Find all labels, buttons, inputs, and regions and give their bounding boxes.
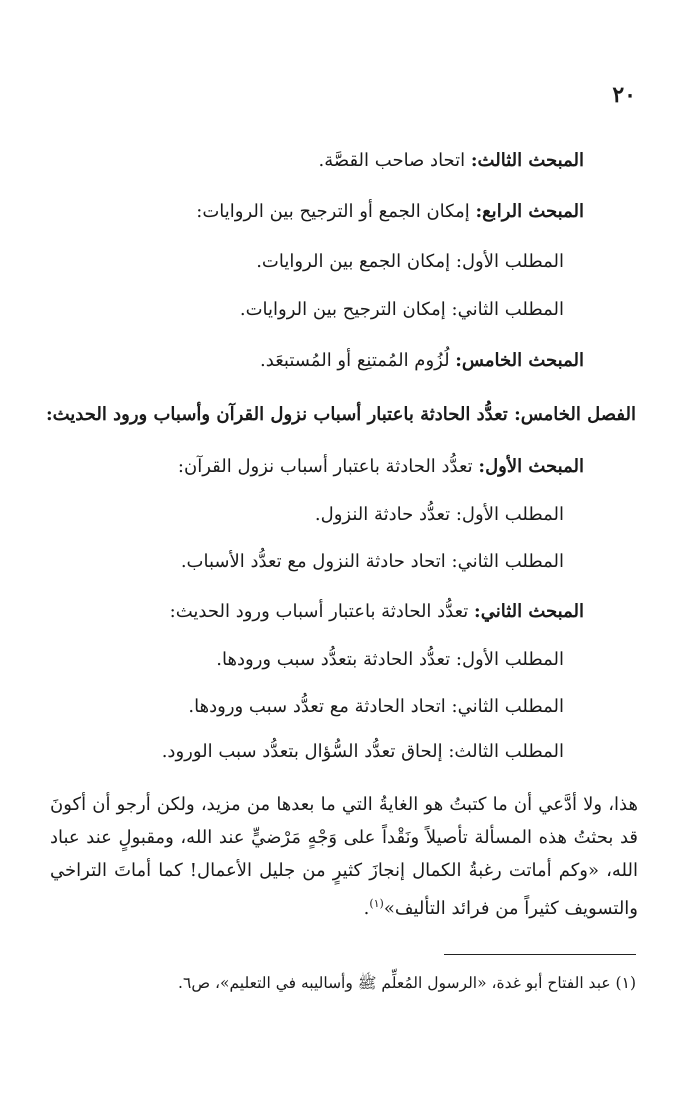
body-paragraph: هذا، ولا أدَّعي أن ما كتبتُ هو الغايةُ التي ما بعدها من مزيد، ولكن أرجو أن أكونَ قد بحثتُ هذه المسألة تأصيلاً ونَقْداً على وَجْهٍ مَرْضيٍّ عند الله، ومقبولٍ عند عباد الله، «وكم أماتت رغبةُ الكمال إنجازَ كثيرٍ من جليل الأعمال! كما أماتَ التراخي والتسويف كثيراً من فرائد التأليف»$^{(١)}$. [50,794,638,919]
chapter-heading: الفصل الخامس: تعدُّد الحادثة باعتبار أسباب نزول القرآن وأسباب ورود الحديث: [45,404,636,425]
outline-line: المطلب الثالث: إلحاق تعدُّد السُّؤال بتعدُّد سبب الورود. [161,741,564,762]
footnote-separator [444,954,636,955]
page-number: ٢٠ [612,82,636,108]
outline-line: المبحث الثالث: اتحاد صاحب القصَّة. [318,150,584,171]
outline-line: المبحث الرابع: إمكان الجمع أو الترجيح بين الروايات: [196,201,584,222]
footnote: (١) عبد الفتاح أبو غدة، «الرسول المُعلِّم ﷺ وأساليبه في التعليم»، ص٦. [178,974,636,992]
outline-line: المطلب الأول: تعدُّد الحادثة بتعدُّد سبب ورودها. [216,649,564,670]
outline-line: المبحث الأول: تعدُّد الحادثة باعتبار أسباب نزول القرآن: [177,456,584,477]
outline-line: المطلب الأول: تعدُّد حادثة النزول. [314,504,564,525]
outline-line: المبحث الخامس: لُزُوم المُمتنِع أو المُستبعَد. [260,350,584,371]
outline-line: المطلب الثاني: إمكان الترجيح بين الروايات. [239,299,564,320]
outline-line: المطلب الثاني: اتحاد حادثة النزول مع تعدُّد الأسباب. [180,551,564,572]
outline-line: المبحث الثاني: تعدُّد الحادثة باعتبار أسباب ورود الحديث: [169,601,584,622]
outline-line: المطلب الثاني: اتحاد الحادثة مع تعدُّد سبب ورودها. [188,696,564,717]
footnote-reference: (١) [369,897,384,910]
outline-line: المطلب الأول: إمكان الجمع بين الروايات. [256,251,564,272]
